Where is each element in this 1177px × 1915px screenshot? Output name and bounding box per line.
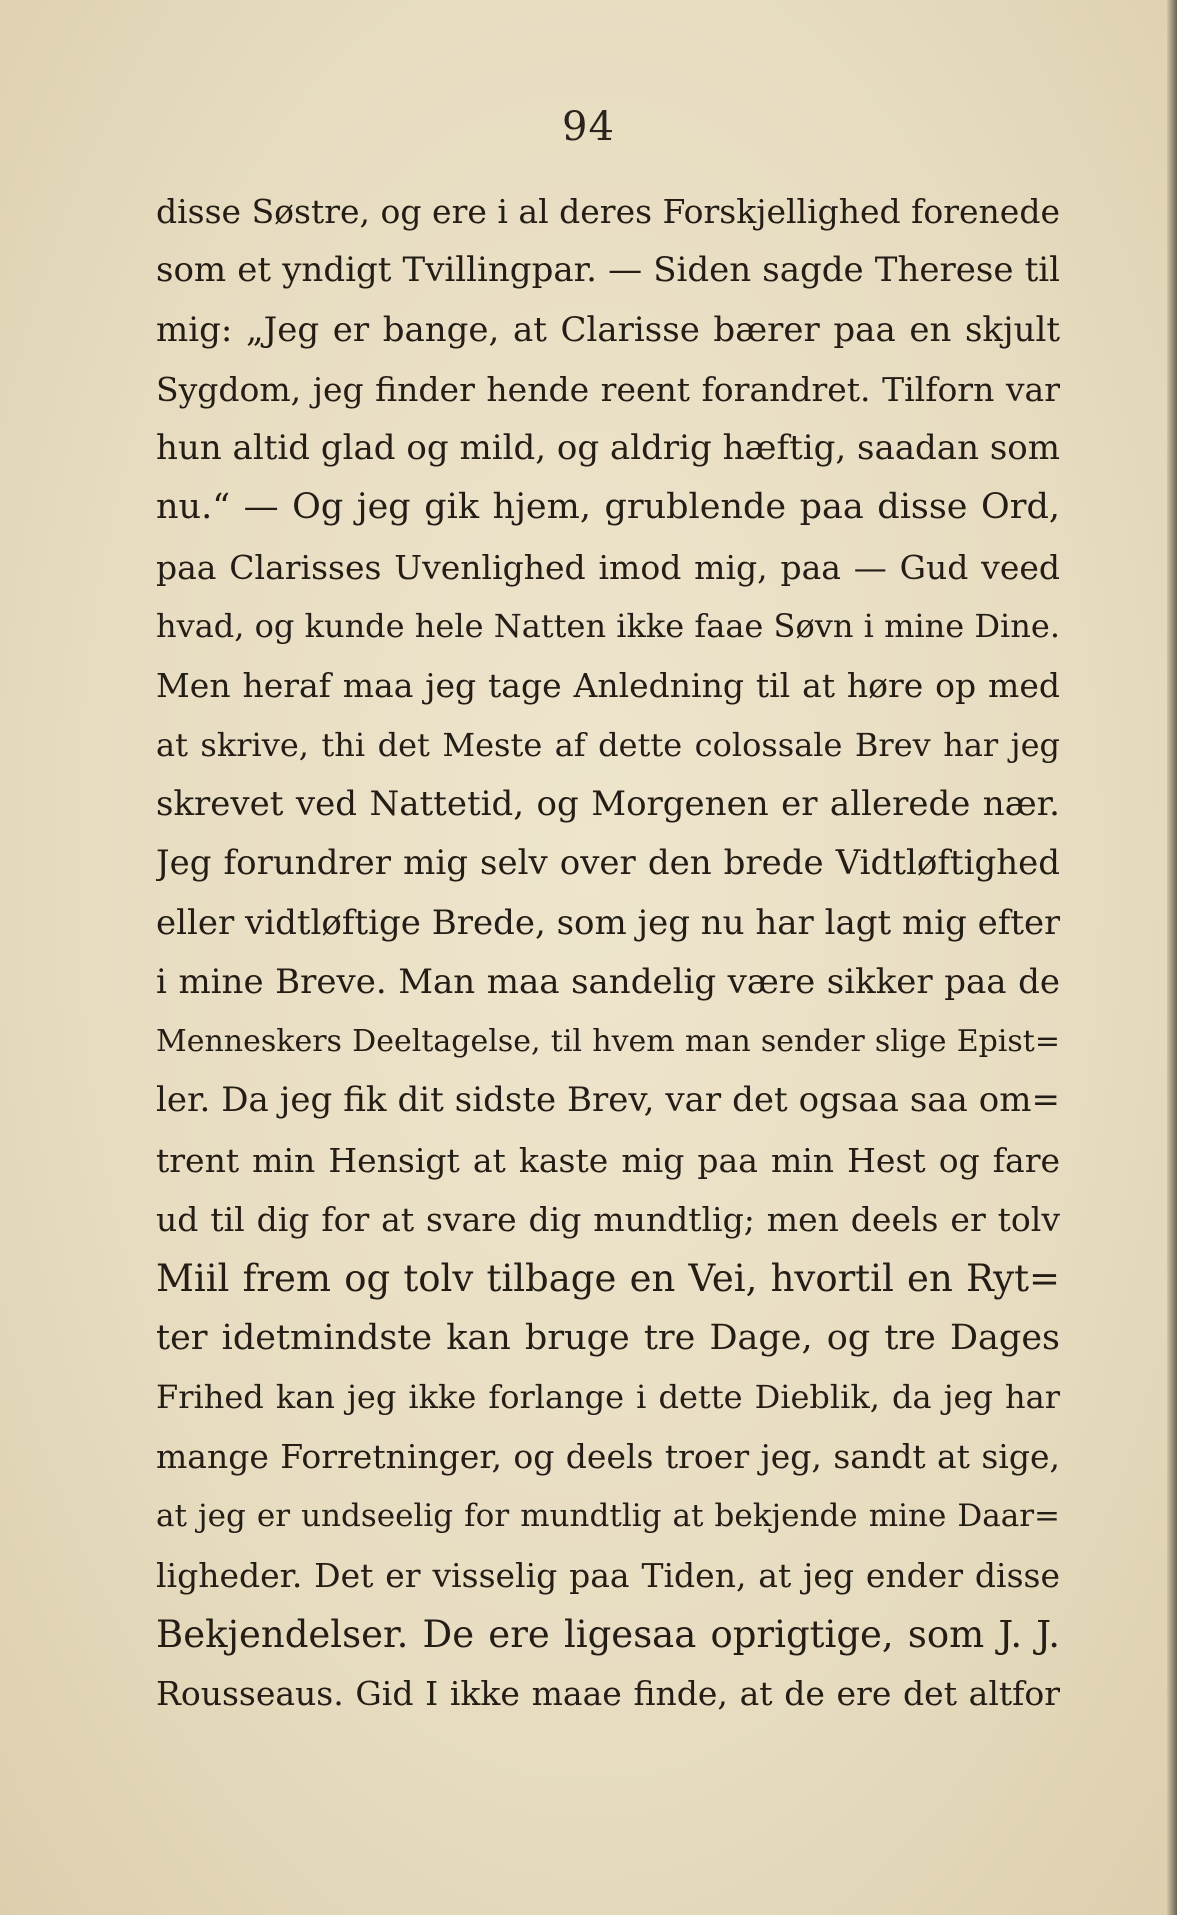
text-line: at skrive, thi det Meste af dette colossale Brev har jeg <box>156 725 1060 764</box>
text-line: Frihed kan jeg ikke forlange i dette Dieblik, da jeg har <box>156 1377 1060 1416</box>
page-edge-shadow <box>1167 0 1177 1915</box>
text-line: Menneskers Deeltagelse, til hvem man sender slige Epist= <box>156 1024 1060 1060</box>
text-line: hun altid glad og mild, og aldrig hæftig, saadan som <box>156 428 1060 469</box>
text-line: Jeg forundrer mig selv over den brede Vidtløftighed <box>156 843 1060 884</box>
body-text <box>156 182 1060 1724</box>
text-line: trent min Hensigt at kaste mig paa min Hest og fare <box>156 1140 1060 1180</box>
text-line: Men heraf maa jeg tage Anledning til at høre op med <box>156 666 1060 706</box>
text-line: eller vidtløftige Brede, som jeg nu har lagt mig efter <box>156 902 1060 943</box>
text-line: mig: „Jeg er bange, at Clarisse bærer paa en skjult <box>156 309 1060 350</box>
text-line: ler. Da jeg fik dit sidste Brev, var det ogsaa saa om= <box>156 1080 1060 1121</box>
text-line: ter idetmindste kan bruge tre Dage, og tre Dages <box>156 1317 1060 1358</box>
text-line: hvad, og kunde hele Natten ikke faae Søvn i mine Dine. <box>156 607 1060 646</box>
text-line: Miil frem og tolv tilbage en Vei, hvortil en Ryt= <box>156 1257 1060 1301</box>
text-line: Bekjendelser. De ere ligesaa oprigtige, som J. J. <box>156 1613 1060 1657</box>
text-line: som et yndigt Tvillingpar. — Siden sagde Therese til <box>156 250 1060 291</box>
text-line: paa Clarisses Uvenlighed imod mig, paa — Gud veed <box>156 547 1060 587</box>
text-line: mange Forretninger, og deels troer jeg, sandt at sige, <box>156 1437 1060 1477</box>
text-line: Rousseaus. Gid I ikke maae finde, at de ere det altfor <box>156 1674 1060 1714</box>
text-line: Sygdom, jeg finder hende reent forandret. Tilforn var <box>156 369 1060 409</box>
text-line: disse Søstre, og ere i al deres Forskjellighed forenede <box>156 192 1060 231</box>
text-line: at jeg er undseelig for mundtlig at bekjende mine Daar= <box>156 1497 1060 1534</box>
text-line: i mine Breve. Man maa sandelig være sikker paa de <box>156 961 1060 1002</box>
text-line: skrevet ved Nattetid, og Morgenen er allerede nær. <box>156 783 1060 824</box>
text-line: ligheder. Det er visselig paa Tiden, at jeg ender disse <box>156 1555 1060 1595</box>
text-line: nu.“ — Og jeg gik hjem, grublende paa disse Ord, <box>156 487 1060 528</box>
page-number: 94 <box>562 104 615 150</box>
text-line: ud til dig for at svare dig mundtlig; men deels er tolv <box>156 1200 1060 1240</box>
